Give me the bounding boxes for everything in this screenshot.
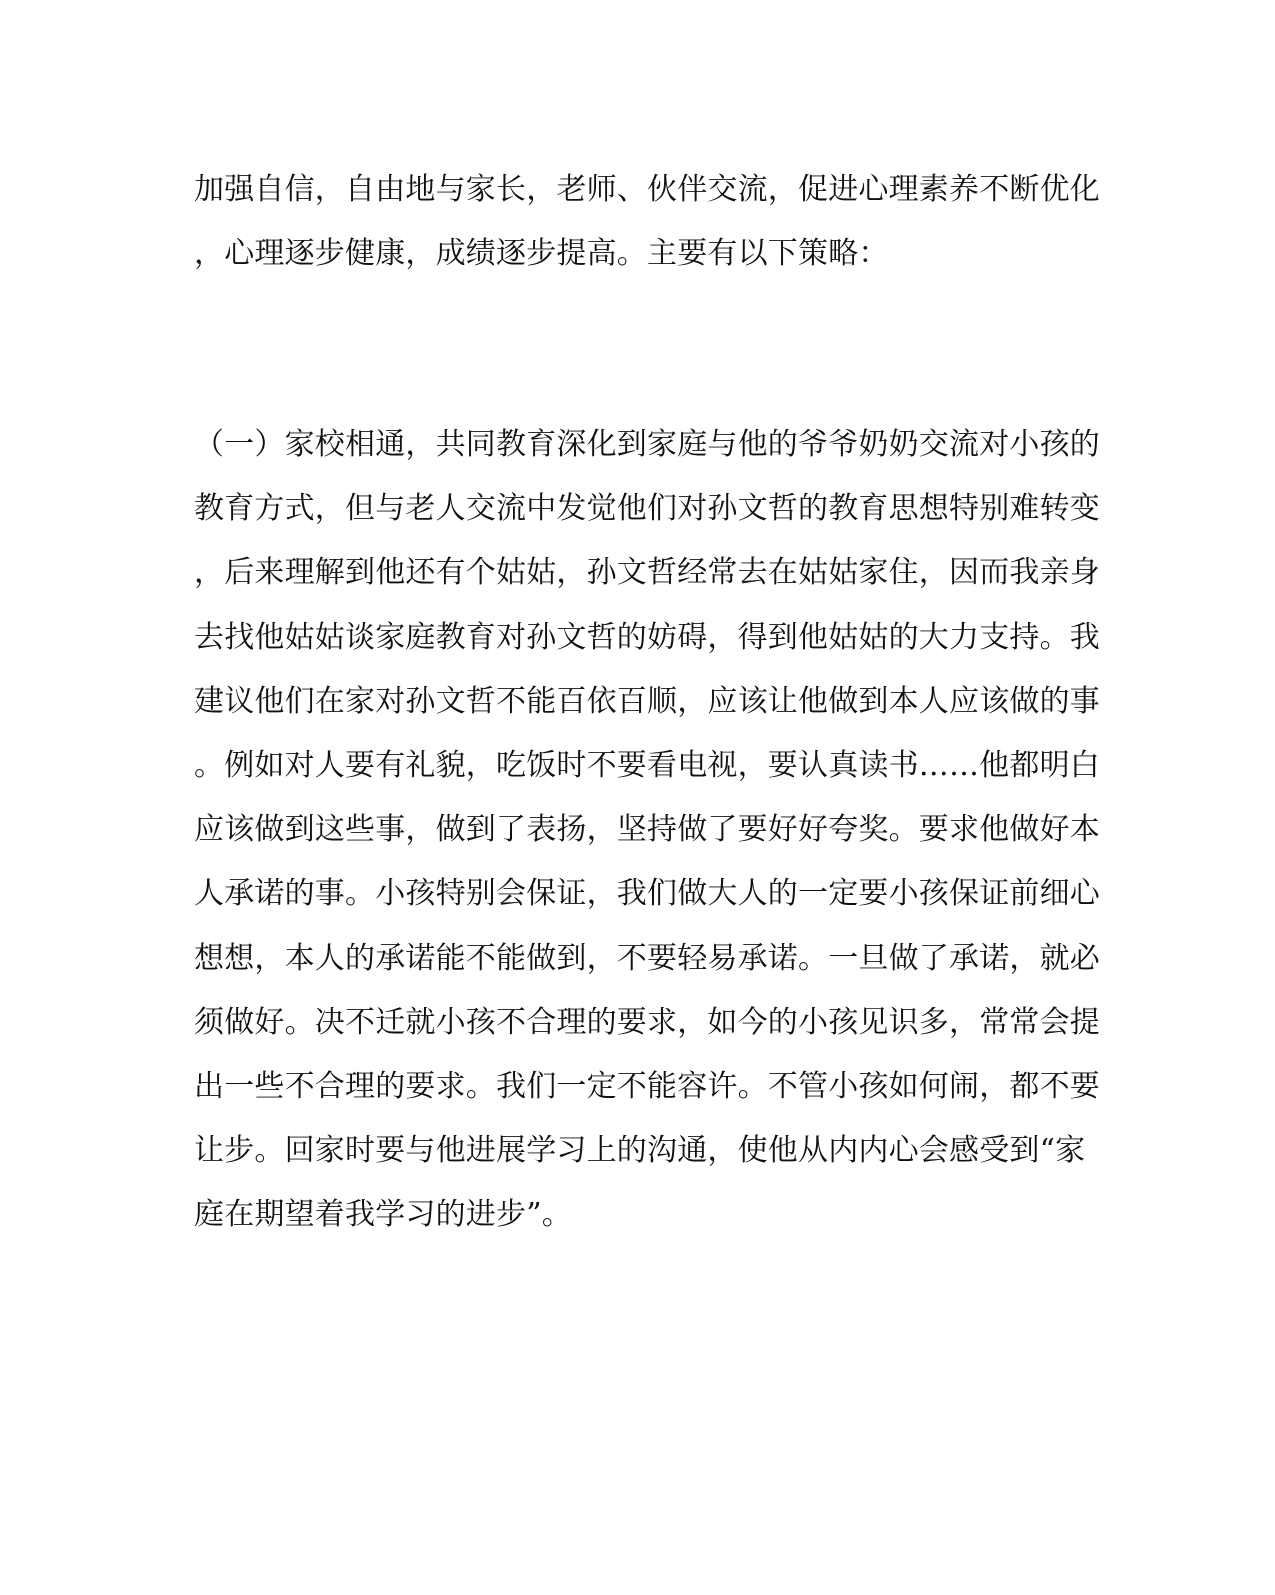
text-line: 想想，本人的承诺能不能做到，不要轻易承诺。一旦做了承诺，就必 — [194, 940, 1100, 976]
text-line: 。例如对人要有礼貌，吃饭时不要看电视，要认真读书……他都明白 — [194, 747, 1100, 783]
text-line: 教育方式，但与老人交流中发觉他们对孙文哲的教育思想特别难转变 — [194, 491, 1100, 527]
text-line: （一）家校相通，共同教育深化到家庭与他的爷爷奶奶交流对小孩的 — [194, 427, 1100, 462]
text-line: ，后来理解到他还有个姑姑，孙文哲经常去在姑姑家住，因而我亲身 — [194, 555, 1100, 591]
text-line: 须做好。决不迁就小孩不合理的要求，如今的小孩见识多，常常会提 — [194, 1004, 1100, 1040]
text-line: 庭在期望着我学习的进步”。 — [194, 1197, 572, 1233]
text-line: 加强自信，自由地与家长，老师、伙伴交流，促进心理素养不断优化 — [194, 172, 1100, 207]
text-line: ，心理逐步健康，成绩逐步提高。主要有以下策略： — [194, 236, 889, 272]
text-line: 去找他姑姑谈家庭教育对孙文哲的妨碍，得到他姑姑的大力支持。我 — [194, 619, 1100, 655]
paragraph-section-one — [194, 413, 1100, 1247]
text-line: 应该做到这些事，做到了表扬，坚持做了要好好夸奖。要求他做好本 — [194, 812, 1100, 848]
text-line: 让步。回家时要与他进展学习上的沟通，使他从内内心会感受到“家 — [194, 1133, 1086, 1169]
paragraph-intro — [194, 158, 1100, 286]
text-line: 出一些不合理的要求。我们一定不能容许。不管小孩如何闹，都不要 — [194, 1068, 1100, 1104]
text-line: 建议他们在家对孙文哲不能百依百顺，应该让他做到本人应该做的事 — [194, 683, 1100, 719]
text-line: 人承诺的事。小孩特别会保证，我们做大人的一定要小孩保证前细心 — [194, 876, 1100, 912]
